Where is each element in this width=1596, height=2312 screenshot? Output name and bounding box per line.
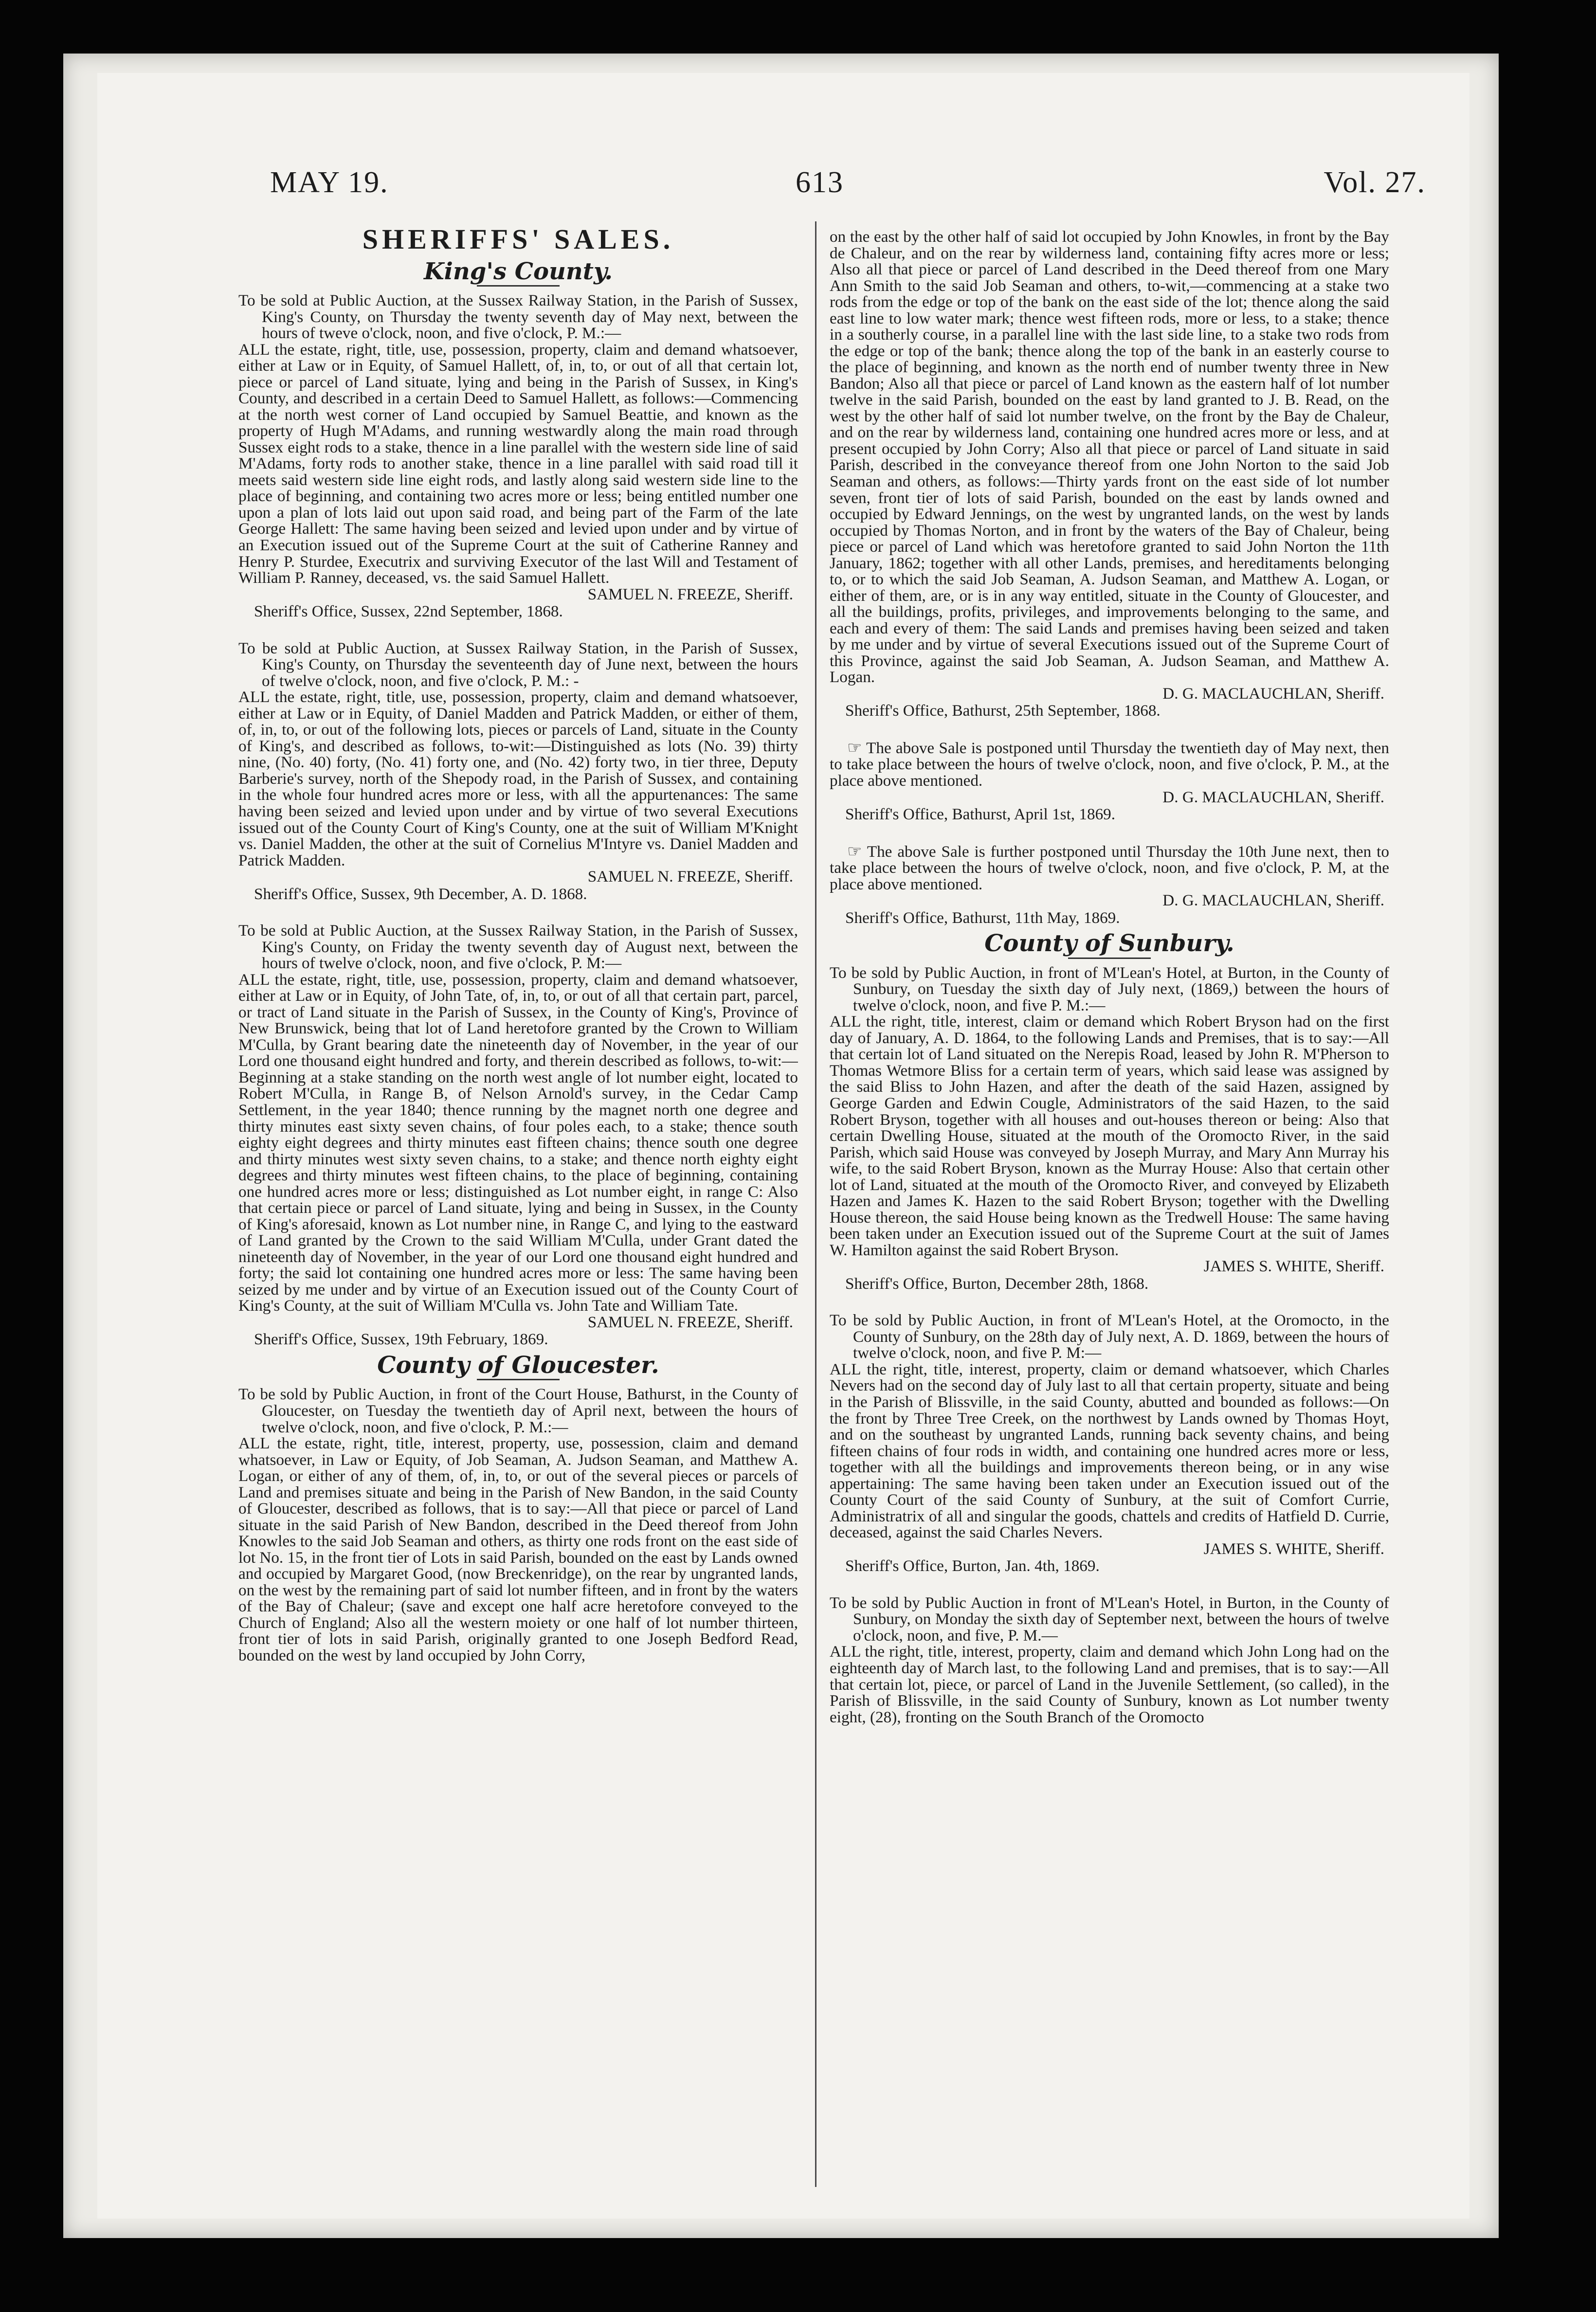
sale-2-signature: SAMUEL N. FREEZE, Sheriff. <box>587 867 793 886</box>
heading-rule <box>1068 957 1151 959</box>
separator <box>830 719 1389 740</box>
sale-2-intro: To be sold at Public Auction, at Sussex Railway Station, in the Parish of Sussex, King's County, on Thursday the seventeenth day of June next, between the hours of twelve o'clock, noon, and five o'clock, P. M.: - <box>238 639 798 690</box>
sale-3-body: ALL the estate, right, title, use, possession, property, claim and demand whatsoever, either at Law or in Equity, of John Tate, of, in, to, or out of all that certain part, parcel, or tract of Land situate in the Parish of Sussex, in the County of King's, Province of New Brunswick, being that lot of Land heretofore granted by the Crown to William M'Culla, by Grant bearing date the nineteenth day of November, in the year of our Lord one thousand eight hundred and forty, and therein described as follows, to-wit:—Beginning at a stake standing on the north west angle of lot number eight, located to Robert M'Culla, in Range B, of Nelson Arnold's survey, in the Cedar Camp Settlement, in the year 1840; thence running by the magnet north one degree and thirty minutes east sixty seven chains, of four poles each, to a stake; thence south eighty eight degrees and thirty minutes east fifteen chains; thence south one degree and thirty minutes west sixty seven chains, to a stake; and thence north eighty eight degrees and thirty minutes west fifteen chains, to the place of beginning, containing one hundred acres more or less; distinguished as Lot number eight, in range C: Also that certain piece or parcel of Land situate, lying and being in Sussex, in the County of King's aforesaid, known as Lot number nine, in Range C, and lying to the eastward of Land granted by the Crown to the said William M'Culla, under Grant dated the nineteenth day of November, in the year of our Lord one thousand eight hundred and forty; the said lot containing one hundred acres more or less: The same having been seized by me under and by virtue of an Execution issued out of the County Court of King's County, at the suit of William M'Culla vs. John Tate and William Tate. <box>238 970 798 1315</box>
sale-7-body: ALL the right, title, interest, property, claim and demand which John Long had on the eighteenth day of March last, to the following Land and premises, that is to say:—All that certain lot, piece, or parcel of Land in the Juvenile Settlement, (so called), in the Parish of Blissville, in the said County of Sunbury, known as Lot number twenty eight, (28), fronting on the South Branch of the Oromocto <box>830 1643 1389 1726</box>
sale-1-intro: To be sold at Public Auction, at the Sussex Railway Station, in the Parish of Sussex, King's County, on Thursday the twenty seventh day of May next, between the hours of tweve o'clock, noon, and five o'clock, P. M.:— <box>238 291 798 343</box>
column-rule <box>815 221 816 2187</box>
postponement-1-signature: D. G. MACLAUCHLAN, Sheriff. <box>1162 788 1384 806</box>
left-column <box>238 221 798 2187</box>
postponement-2-signature: D. G. MACLAUCHLAN, Sheriff. <box>1162 891 1384 910</box>
sale-5-body: ALL the right, title, interest, claim or demand which Robert Bryson had on the first day of January, A. D. 1864, to the following Lands and Premises, that is to say:—All that certain lot of Land situated on the Nerepis Road, leased by John R. M'Pherson to Thomas Wetmore Bliss for a certain term of years, which said lease was assigned by the said Bliss to John Hazen, and after the death of the said Hazen, assigned by George Garden and Edwin Cougle, Administrators of the said Hazen, to the said Robert Bryson, together with all houses and out-houses thereon or being: Also that certain Dwelling House, situated at the mouth of the Oromocto River, in the said Parish, which said House was conveyed by Joseph Murray, and Mary Ann Murray his wife, to the said Robert Bryson, known as the Murray House: Also that certain other lot of Land, situated at the mouth of the Oromocto River, and conveyed by Elizabeth Hazen and James K. Hazen to the said Robert Bryson; together with the Dwelling House thereon, the said House being known as the Tredwell House: The same having been taken under an Execution issued out of the Supreme Court at the suit of James W. Hamilton against the said Robert Bryson. <box>830 1012 1389 1259</box>
sale-1-signature: SAMUEL N. FREEZE, Sheriff. <box>587 585 793 603</box>
pointing-hand-icon: ☞ <box>847 841 862 861</box>
sale-6-office: Sheriff's Office, Burton, Jan. 4th, 1869. <box>845 1557 1100 1575</box>
postponement-1-office: Sheriff's Office, Bathurst, April 1st, 1869. <box>845 805 1116 824</box>
postponement-2-office: Sheriff's Office, Bathurst, 11th May, 1869. <box>845 908 1120 927</box>
postponement-note-1 <box>830 740 1389 789</box>
right-column <box>830 229 1389 2194</box>
pointing-hand-icon: ☞ <box>847 738 862 758</box>
postponement-note-2 <box>830 843 1389 893</box>
sale-4-signature: D. G. MACLAUCHLAN, Sheriff. <box>1162 684 1384 703</box>
sale-1-office: Sheriff's Office, Sussex, 22nd September, 1868. <box>254 602 563 621</box>
kings-county-heading: King's County. <box>423 257 613 285</box>
sale-6-body: ALL the right, title, interest, property, claim or demand whatsoever, which Charles Nevers had on the second day of July last to all that certain property, situate and being in the Parish of Blissville, in the said County, abutted and bounded as follows:—On the front by Three Tree Creek, on the northwest by Lands owned by Thomas Hoyt, and on the southeast by ungranted Lands, running back seventy chains, and being fifteen chains of four rods in width, and containing one hundred acres more or less, together with all the buildings and improvements thereon being, or in any wise appertaining: The same having been taken under an Execution issued out of the County Court of the said County of Sunbury, at the suit of Comfort Currie, Administratrix of all and singular the goods, chattels and credits of Hatfield D. Currie, deceased, against the said Charles Nevers. <box>830 1360 1389 1542</box>
page-header <box>270 165 1426 214</box>
heading-rule <box>477 285 560 287</box>
sale-1-body: ALL the estate, right, title, use, possession, property, claim and demand whatsoever, either at Law or in Equity, of Samuel Hallett, of, in, to, or out of all that certain lot, piece or parcel of Land situate, lying and being in the Parish of Sussex, in King's County, and described in a certain Deed to Samuel Hallett, as follows:—Commencing at the north west corner of Land occupied by Samuel Beattie, and known as the property of Hugh M'Adams, and running westwardly along the main road through Sussex eight rods to a stake, thence in a line parallel with the western side line of said M'Adams, forty rods to another stake, thence in a line parallel with said road till it meets said western side line eight rods, and lastly along said western side line to the place of beginning, and containing two acres more or less; being entitled number one upon a plan of lots laid out upon said road, and being part of the Farm of the late George Hallett: The same having been seized and levied upon under and by virtue of an Execution issued out of the Supreme Court at the suit of Catherine Ranney and Henry P. Sturdee, Executrix and surviving Executor of the last Will and Testament of William P. Ranney, deceased, vs. the said Samuel Hallett. <box>238 340 798 587</box>
separator <box>830 1292 1389 1312</box>
sale-6-intro: To be sold by Public Auction, in front of M'Lean's Hotel, at the Oromocto, in the County of Sunbury, on the 28th day of July next, A. D. 1869, between the hours of twelve o'clock, noon, and five P. M:— <box>830 1311 1389 1362</box>
sale-4-intro: To be sold by Public Auction, in front of the Court House, Bathurst, in the County of Gloucester, on Tuesday the twentieth day of April next, between the hours of twelve o'clock, noon, and five o'clock, P. M.:— <box>238 1385 798 1436</box>
sale-3-office: Sheriff's Office, Sussex, 19th February, 1869. <box>254 1330 548 1349</box>
postponement-note-2-text: The above Sale is further postponed until Thursday the 10th June next, then to take place between the hours of twelve o'clock, noon, and five o'clock, P. M, at the place above mentioned. <box>830 842 1389 893</box>
sale-5-office: Sheriff's Office, Burton, December 28th, 1868. <box>845 1274 1149 1293</box>
section-title: SHERIFFS' SALES. <box>362 223 674 255</box>
sale-3-intro: To be sold at Public Auction, at the Sussex Railway Station, in the Parish of Sussex, King's County, on Friday the twenty seventh day of August next, between the hours of twelve o'clock, noon, and five o'clock, P. M:— <box>238 921 798 973</box>
separator <box>830 1574 1389 1595</box>
sale-4-office: Sheriff's Office, Bathurst, 25th September, 1868. <box>845 702 1161 720</box>
page-number: 613 <box>796 166 844 199</box>
postponement-note-1-text: The above Sale is postponed until Thursday the twentieth day of May next, then to take place between the hours of twelve o'clock, noon, and five o'clock, P. M., at the place above mentioned. <box>830 739 1389 790</box>
sale-7-intro: To be sold by Public Auction in front of M'Lean's Hotel, in Burton, in the County of Sunbury, on Monday the sixth day of September next, between the hours of twelve o'clock, noon, and five, P. M.— <box>830 1593 1389 1644</box>
separator <box>238 620 798 640</box>
sale-4-body: ALL the estate, right, title, interest, property, use, possession, claim and demand whatsoever, in Law or Equity, of Job Seaman, A. Judson Seaman, and Matthew A. Logan, or either of any of them, of, in, to, or out of the several pieces or parcels of Land and premises situate and being in the Parish of New Bandon, in the said County of Gloucester, described as follows, that is to say:—All that piece or parcel of Land situate in the said Parish of New Bandon, described in the Deed thereof from John Knowles to the said Job Seaman and others, as thirty one rods front on the east side of lot No. 15, in the front tier of Lots in said Parish, bounded on the east by Lands owned and occupied by Margaret Good, (now Breckenridge), on the rear by ungranted lands, on the west by the remaining part of said lot number fifteen, and in front by the waters of the Bay of Chaleur; (save and except one half acre heretofore conveyed to the Church of England; Also all the western moiety or one half of lot number thirteen, front tier of lots in said Parish, originally granted to one Joseph Bedford Read, bounded on the west by land occupied by John Corry, <box>238 1434 798 1664</box>
sale-6-signature: JAMES S. WHITE, Sheriff. <box>1203 1539 1384 1558</box>
sale-4-continued: on the east by the other half of said lot occupied by John Knowles, in front by the Bay de Chaleur, and on the rear by wilderness land, containing fifty acres more or less; Also all that piece or parcel of Land described in the Deed thereof from one Mary Ann Smith to the said Job Seaman and others, to-wit,—commencing at a stake two rods from the edge or top of the bank on the east side of the lot; thence along the said east line to low water mark; thence west fifteen rods, more or less, to a stake; thence in a southerly course, in a parallel line with the last side line, to a stake two rods from the edge or top of the bank; thence along the top of the bank in an easterly course to the place of beginning, and known as the north end of number twenty three in New Bandon; Also all that piece or parcel of Land known as the eastern half of lot number twelve in the said Parish, bounded on the east by land granted to J. B. Read, on the west by the other half of said lot number twelve, on the front by the Bay de Chaleur, and on the rear by wilderness land, containing one hundred acres more or less, and at present occupied by John Corry; Also all that piece or parcel of Land situate in said Parish, described in the conveyance thereof from one John Norton to the said Job Seaman and others, as follows:—Thirty yards front on the east side of lot number seven, front tier of lots of said Parish, bounded on the east by lands owned and occupied by Edward Jennings, on the west by ungranted lands, on the west by lands occupied by Thomas Norton, and in front by the waters of the Bay of Chaleur, being piece or parcel of Land which was heretofore granted to said John Norton the 11th January, 1862; together with all other Lands, premises, and hereditaments belonging to, or to which the said Job Seaman, A. Judson Seaman, and Matthew A. Logan, or either of them, are, or is in any way entitled, situate in the County of Gloucester, and all the buildings, profits, privileges, and improvements belonging to the same, and each and every of them: The said Lands and premises having been seized and taken by me under and by virtue of several Executions issued out of the Supreme Court of this Province, against the said Job Seaman, A. Judson Seaman, and Matthew A. Logan. <box>830 229 1389 686</box>
separator <box>830 823 1389 843</box>
heading-rule <box>477 1379 560 1380</box>
sunbury-county-heading: County of Sunbury. <box>984 930 1234 957</box>
sale-2-body: ALL the estate, right, title, use, possession, property, claim and demand whatsoever, either at Law or in Equity, of Daniel Madden and Patrick Madden, or either of them, of, in, to, or out of the following lots, pieces or parcels of Land, situate in the County of King's, and described as follows, to-wit:—Distinguished as lots (No. 39) thirty nine, (No. 40) forty, (No. 41) forty one, and (No. 42) forty two, in tier three, Deputy Barberie's survey, north of the Shepody road, in the Parish of Sussex, and containing in the whole four hundred acres more or less, with all the appurtenances: The same having been seized and levied upon under and by virtue of two several Executions issued out of the County Court of King's County, one at the suit of William M'Knight vs. Daniel Madden, the other at the suit of Cornelius M'Intyre vs. Daniel Madden and Patrick Madden. <box>238 688 798 869</box>
sale-5-intro: To be sold by Public Auction, in front of M'Lean's Hotel, at Burton, in the County of Sunbury, on Tuesday the sixth day of July next, (1869,) between the hours of twelve o'clock, noon, and five P. M.:— <box>830 963 1389 1014</box>
sale-2-office: Sheriff's Office, Sussex, 9th December, A. D. 1868. <box>254 885 587 903</box>
sale-3-signature: SAMUEL N. FREEZE, Sheriff. <box>587 1313 793 1331</box>
separator <box>238 902 798 922</box>
volume-number: Vol. 27. <box>1324 166 1426 199</box>
gloucester-county-heading: County of Gloucester. <box>377 1351 659 1379</box>
issue-date: MAY 19. <box>270 166 389 199</box>
sale-5-signature: JAMES S. WHITE, Sheriff. <box>1203 1257 1384 1276</box>
